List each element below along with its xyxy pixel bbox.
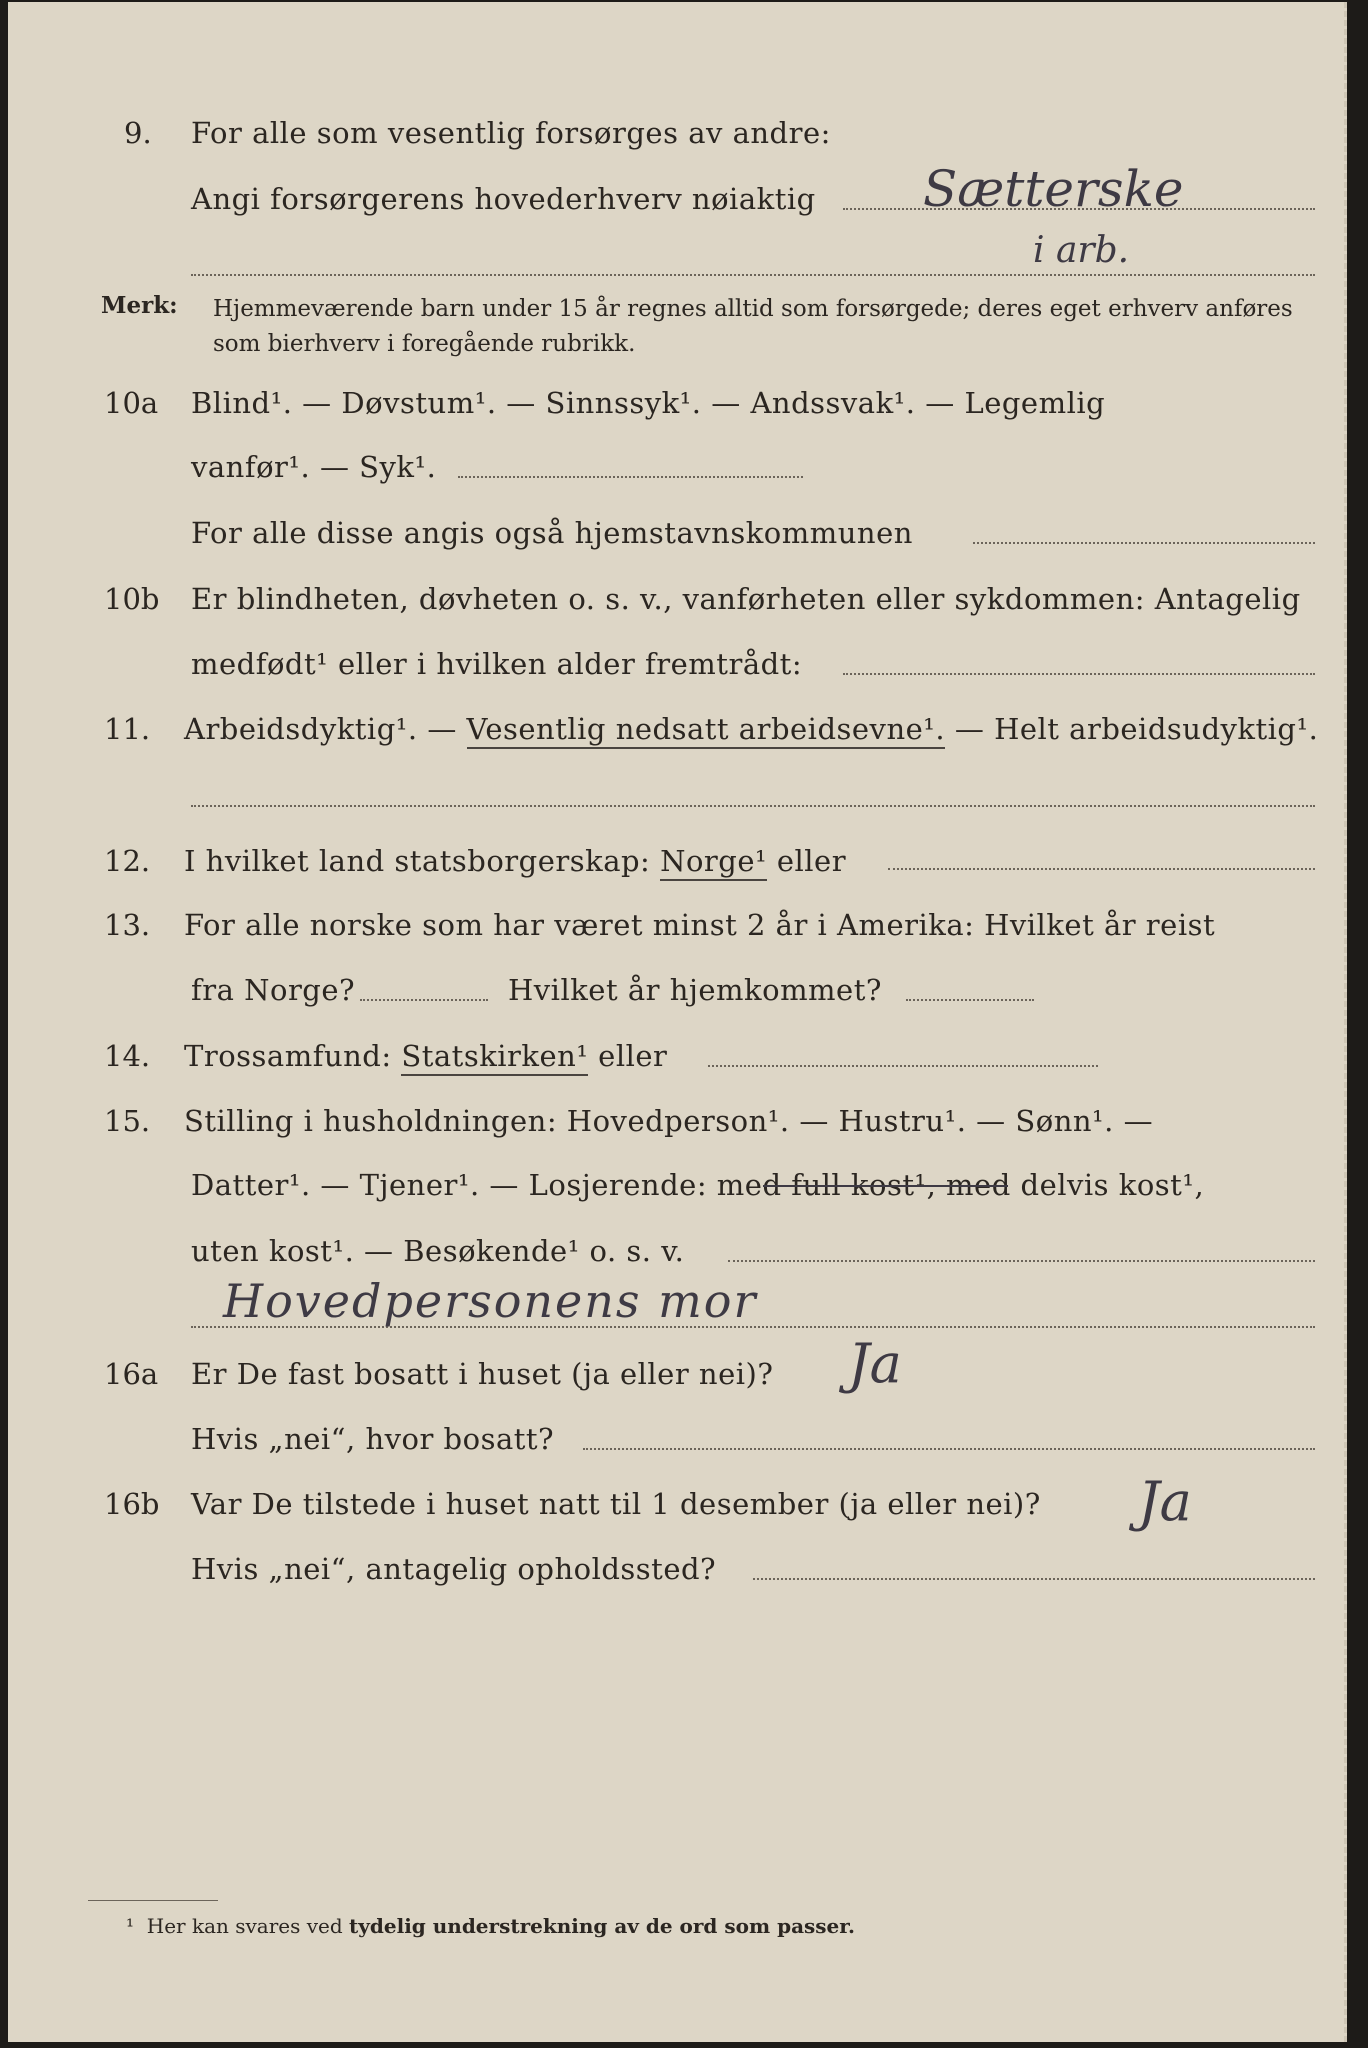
q14-text	[184, 1039, 667, 1073]
q16a-line1: Er De fast bosatt i huset (ja eller nei)?	[191, 1357, 774, 1391]
q9-answer-line-2	[191, 274, 1315, 276]
q13-number: 13.	[104, 908, 151, 942]
footnote-bold: tydelig understrekning av de ord som passer.	[349, 1914, 855, 1938]
q14-number: 14.	[104, 1039, 151, 1073]
census-form-page	[8, 2, 1347, 2042]
q13-hjemkommet-line	[906, 999, 1034, 1001]
q13-line2b: Hvilket år hjemkommet?	[508, 973, 882, 1007]
q16a-line2: Hvis „nei“, hvor bosatt?	[191, 1422, 555, 1456]
q10a-line1: Blind¹. — Døvstum¹. — Sinnssyk¹. — Andssvak¹. — Legemlig	[191, 386, 1106, 420]
q10a-answer-line	[458, 476, 803, 478]
q12-underlined-answer: Norge¹	[660, 844, 767, 881]
q15-line2: Datter¹. — Tjener¹. — Losjerende: med full kost¹, med delvis kost¹,	[191, 1168, 1205, 1202]
q16b-line1: Var De tilstede i huset natt til 1 desember (ja eller nei)?	[191, 1487, 1041, 1521]
q9-handwritten-answer-2: i arb.	[1033, 230, 1130, 271]
q16b-line2: Hvis „nei“, antagelig opholdssted?	[191, 1552, 717, 1586]
q11-post: — Helt arbeidsudyktig¹.	[945, 712, 1319, 746]
q10a-line3: For alle disse angis også hjemstavnskommunen	[191, 516, 913, 550]
q15-strikethrough	[763, 1185, 1008, 1187]
q11-pre: Arbeidsdyktig¹. —	[184, 712, 467, 746]
q12-text	[184, 844, 846, 878]
q15-number: 15.	[104, 1104, 151, 1138]
footnote-mark: ¹	[126, 1914, 135, 1938]
q15-line3: uten kost¹. — Besøkende¹ o. s. v.	[191, 1234, 685, 1268]
q10a-hjemstavn-line	[973, 542, 1315, 544]
q10b-line2: medfødt¹ eller i hvilken alder fremtrådt:	[191, 647, 803, 681]
q14-post: eller	[588, 1039, 668, 1073]
q12-answer-line	[888, 868, 1315, 870]
q16a-number: 16a	[104, 1357, 159, 1391]
q15-handwritten-answer: Hovedpersonens mor	[223, 1274, 758, 1328]
q16b-answer-line	[753, 1578, 1315, 1580]
q10a-number: 10a	[104, 386, 159, 420]
q14-underlined-answer: Statskirken¹	[401, 1039, 588, 1076]
q15-line1: Stilling i husholdningen: Hovedperson¹. — Hustru¹. — Sønn¹. —	[184, 1104, 1154, 1138]
q9-number: 9.	[124, 116, 152, 150]
q10b-line1: Er blindheten, døvheten o. s. v., vanførheten eller sykdommen: Antagelig	[191, 582, 1301, 616]
q13-line2a: fra Norge?	[191, 973, 356, 1007]
q12-post: eller	[767, 844, 847, 878]
q11-text	[184, 712, 1318, 746]
q13-reist-line	[360, 999, 488, 1001]
q15-answer-line	[728, 1260, 1315, 1262]
q12-number: 12.	[104, 844, 151, 878]
q12-pre: I hvilket land statsborgerskap:	[184, 844, 661, 878]
q16a-handwritten-answer: Ja	[848, 1332, 902, 1395]
merk-label: Merk:	[101, 292, 178, 319]
q16b-handwritten-answer: Ja	[1138, 1470, 1192, 1533]
q14-answer-line	[708, 1065, 1098, 1067]
footnote-rule	[88, 1900, 218, 1901]
footnote	[126, 1914, 855, 1938]
q9-line2: Angi forsørgerens hovederhverv nøiaktig	[191, 182, 816, 216]
q10b-number: 10b	[104, 582, 160, 616]
q9-line1: For alle som vesentlig forsørges av andre:	[191, 116, 831, 150]
footnote-pre: Her kan svares ved	[146, 1914, 350, 1938]
q11-number: 11.	[104, 712, 151, 746]
q13-line1: For alle norske som har været minst 2 år i Amerika: Hvilket år reist	[184, 908, 1216, 942]
q10a-line2: vanfør¹. — Syk¹.	[191, 450, 437, 484]
q16b-number: 16b	[104, 1487, 160, 1521]
q9-handwritten-answer: Sætterske	[923, 160, 1184, 218]
q11-answer-line	[191, 805, 1315, 807]
q16a-answer-line	[583, 1448, 1315, 1450]
q11-underlined-answer: Vesentlig nedsatt arbeidsevne¹.	[467, 712, 946, 749]
merk-text: Hjemmeværende barn under 15 år regnes alltid som forsørgede; deres eget erhverv anføres som bierhverv i foregående rubrikk.	[213, 296, 1293, 357]
q14-pre: Trossamfund:	[184, 1039, 402, 1073]
q10b-answer-line	[843, 673, 1315, 675]
